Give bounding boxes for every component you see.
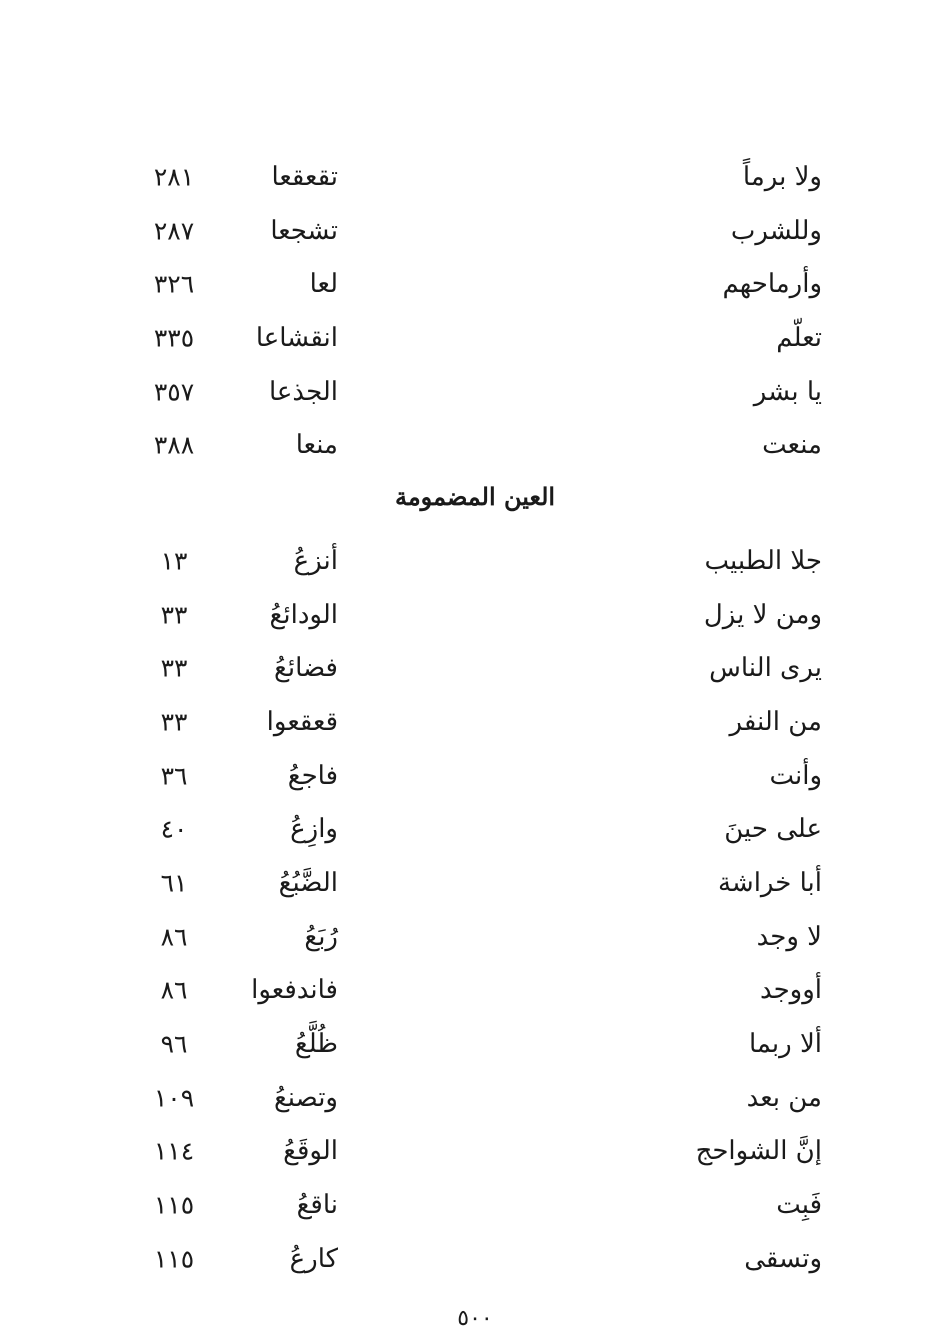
verse-opening: أبا خراشة	[717, 867, 822, 898]
page-reference: ٢٨٧	[153, 216, 195, 246]
rhyme-word: فاجعُ	[287, 760, 338, 791]
rhyme-word: فاندفعوا	[251, 975, 338, 1006]
verse-opening: إنَّ الشواحج	[695, 1136, 822, 1167]
page-reference: ٣٣٥	[153, 323, 195, 353]
page-reference: ٨٦	[160, 975, 188, 1005]
rhyme-word: أنزعُ	[293, 545, 338, 576]
rhyme-word: وتصنعُ	[273, 1082, 338, 1113]
rhyme-word: رُبَعُ	[304, 921, 338, 952]
index-row	[0, 802, 950, 856]
rhyme-word: تشجعا	[270, 215, 338, 246]
page-reference: ٣٣	[160, 653, 188, 683]
page-reference: ٢٨١	[153, 162, 195, 192]
rhyme-word: الجذعا	[268, 376, 338, 407]
page-reference: ٣٨٨	[153, 430, 195, 460]
section-heading: العين المضمومة	[394, 482, 556, 511]
index-row	[0, 749, 950, 803]
page-reference: ٤٠	[160, 814, 188, 844]
index-section-fatha	[0, 150, 950, 472]
page-reference: ٦١	[160, 868, 188, 898]
rhyme-word: الضَّبُعُ	[278, 867, 338, 898]
rhyme-word: الوقَعُ	[283, 1136, 338, 1167]
page-reference: ٣٥٧	[153, 377, 195, 407]
index-row	[0, 856, 950, 910]
verse-opening: وللشرب	[730, 215, 822, 246]
verse-opening: منعت	[762, 430, 822, 461]
verse-opening: لا وجد	[756, 921, 822, 952]
index-row	[0, 695, 950, 749]
index-row	[0, 910, 950, 964]
page-number: ٥٠٠	[457, 1306, 493, 1331]
rhyme-word: وازِعُ	[290, 814, 338, 845]
index-row	[0, 1071, 950, 1125]
verse-opening: وأنت	[769, 760, 822, 791]
verse-opening: وتسقى	[744, 1243, 822, 1274]
page-reference: ٣٦	[160, 761, 188, 791]
rhyme-word: انقشاعا	[255, 322, 338, 353]
rhyme-word: منعا	[295, 430, 338, 461]
page-reference: ١٠٩	[153, 1083, 195, 1113]
rhyme-word: الودائعُ	[269, 599, 338, 630]
page-reference: ٣٣	[160, 707, 188, 737]
rhyme-word: لعا	[309, 269, 338, 300]
verse-opening: يا بشر	[753, 376, 822, 407]
verse-opening: من النفر	[729, 706, 822, 737]
index-row	[0, 1017, 950, 1071]
verse-opening: ألا ربما	[748, 1029, 822, 1060]
index-row	[0, 257, 950, 311]
page-reference: ١١٥	[153, 1190, 195, 1220]
verse-opening: فَبِت	[776, 1190, 822, 1221]
verse-opening: من بعد	[746, 1082, 822, 1113]
page-reference: ٣٢٦	[153, 269, 195, 299]
page-reference: ٨٦	[160, 922, 188, 952]
rhyme-word: قعقعوا	[266, 706, 338, 737]
index-row	[0, 1232, 950, 1286]
index-row	[0, 534, 950, 588]
page-reference: ١٣	[160, 546, 188, 576]
index-section-damma	[0, 534, 950, 1286]
page-reference: ١١٤	[153, 1136, 195, 1166]
index-row	[0, 365, 950, 419]
index-row	[0, 311, 950, 365]
index-row	[0, 1125, 950, 1179]
rhyme-word: ظُلَّعُ	[294, 1029, 338, 1060]
index-row	[0, 150, 950, 204]
index-row	[0, 588, 950, 642]
index-row	[0, 1178, 950, 1232]
rhyme-word: فضائعُ	[274, 653, 338, 684]
index-row	[0, 641, 950, 695]
verse-opening: تعلّم	[776, 322, 822, 353]
verse-opening: أووجد	[759, 975, 822, 1006]
verse-opening: جلا الطبيب	[704, 545, 822, 576]
rhyme-word: تقعقعا	[271, 161, 338, 192]
verse-opening: وأرماحهم	[722, 269, 822, 300]
rhyme-word: ناقعُ	[296, 1190, 338, 1221]
index-row	[0, 418, 950, 472]
verse-opening: ولا برماً	[742, 161, 822, 192]
verse-opening: على حينَ	[724, 814, 822, 845]
index-row	[0, 204, 950, 258]
page-reference: ٩٦	[160, 1029, 188, 1059]
rhyme-word: كارعُ	[289, 1243, 338, 1274]
verse-opening: ومن لا يزل	[703, 599, 822, 630]
verse-opening: يرى الناس	[709, 653, 822, 684]
index-row	[0, 964, 950, 1018]
page-reference: ١١٥	[153, 1244, 195, 1274]
page-reference: ٣٣	[160, 600, 188, 630]
